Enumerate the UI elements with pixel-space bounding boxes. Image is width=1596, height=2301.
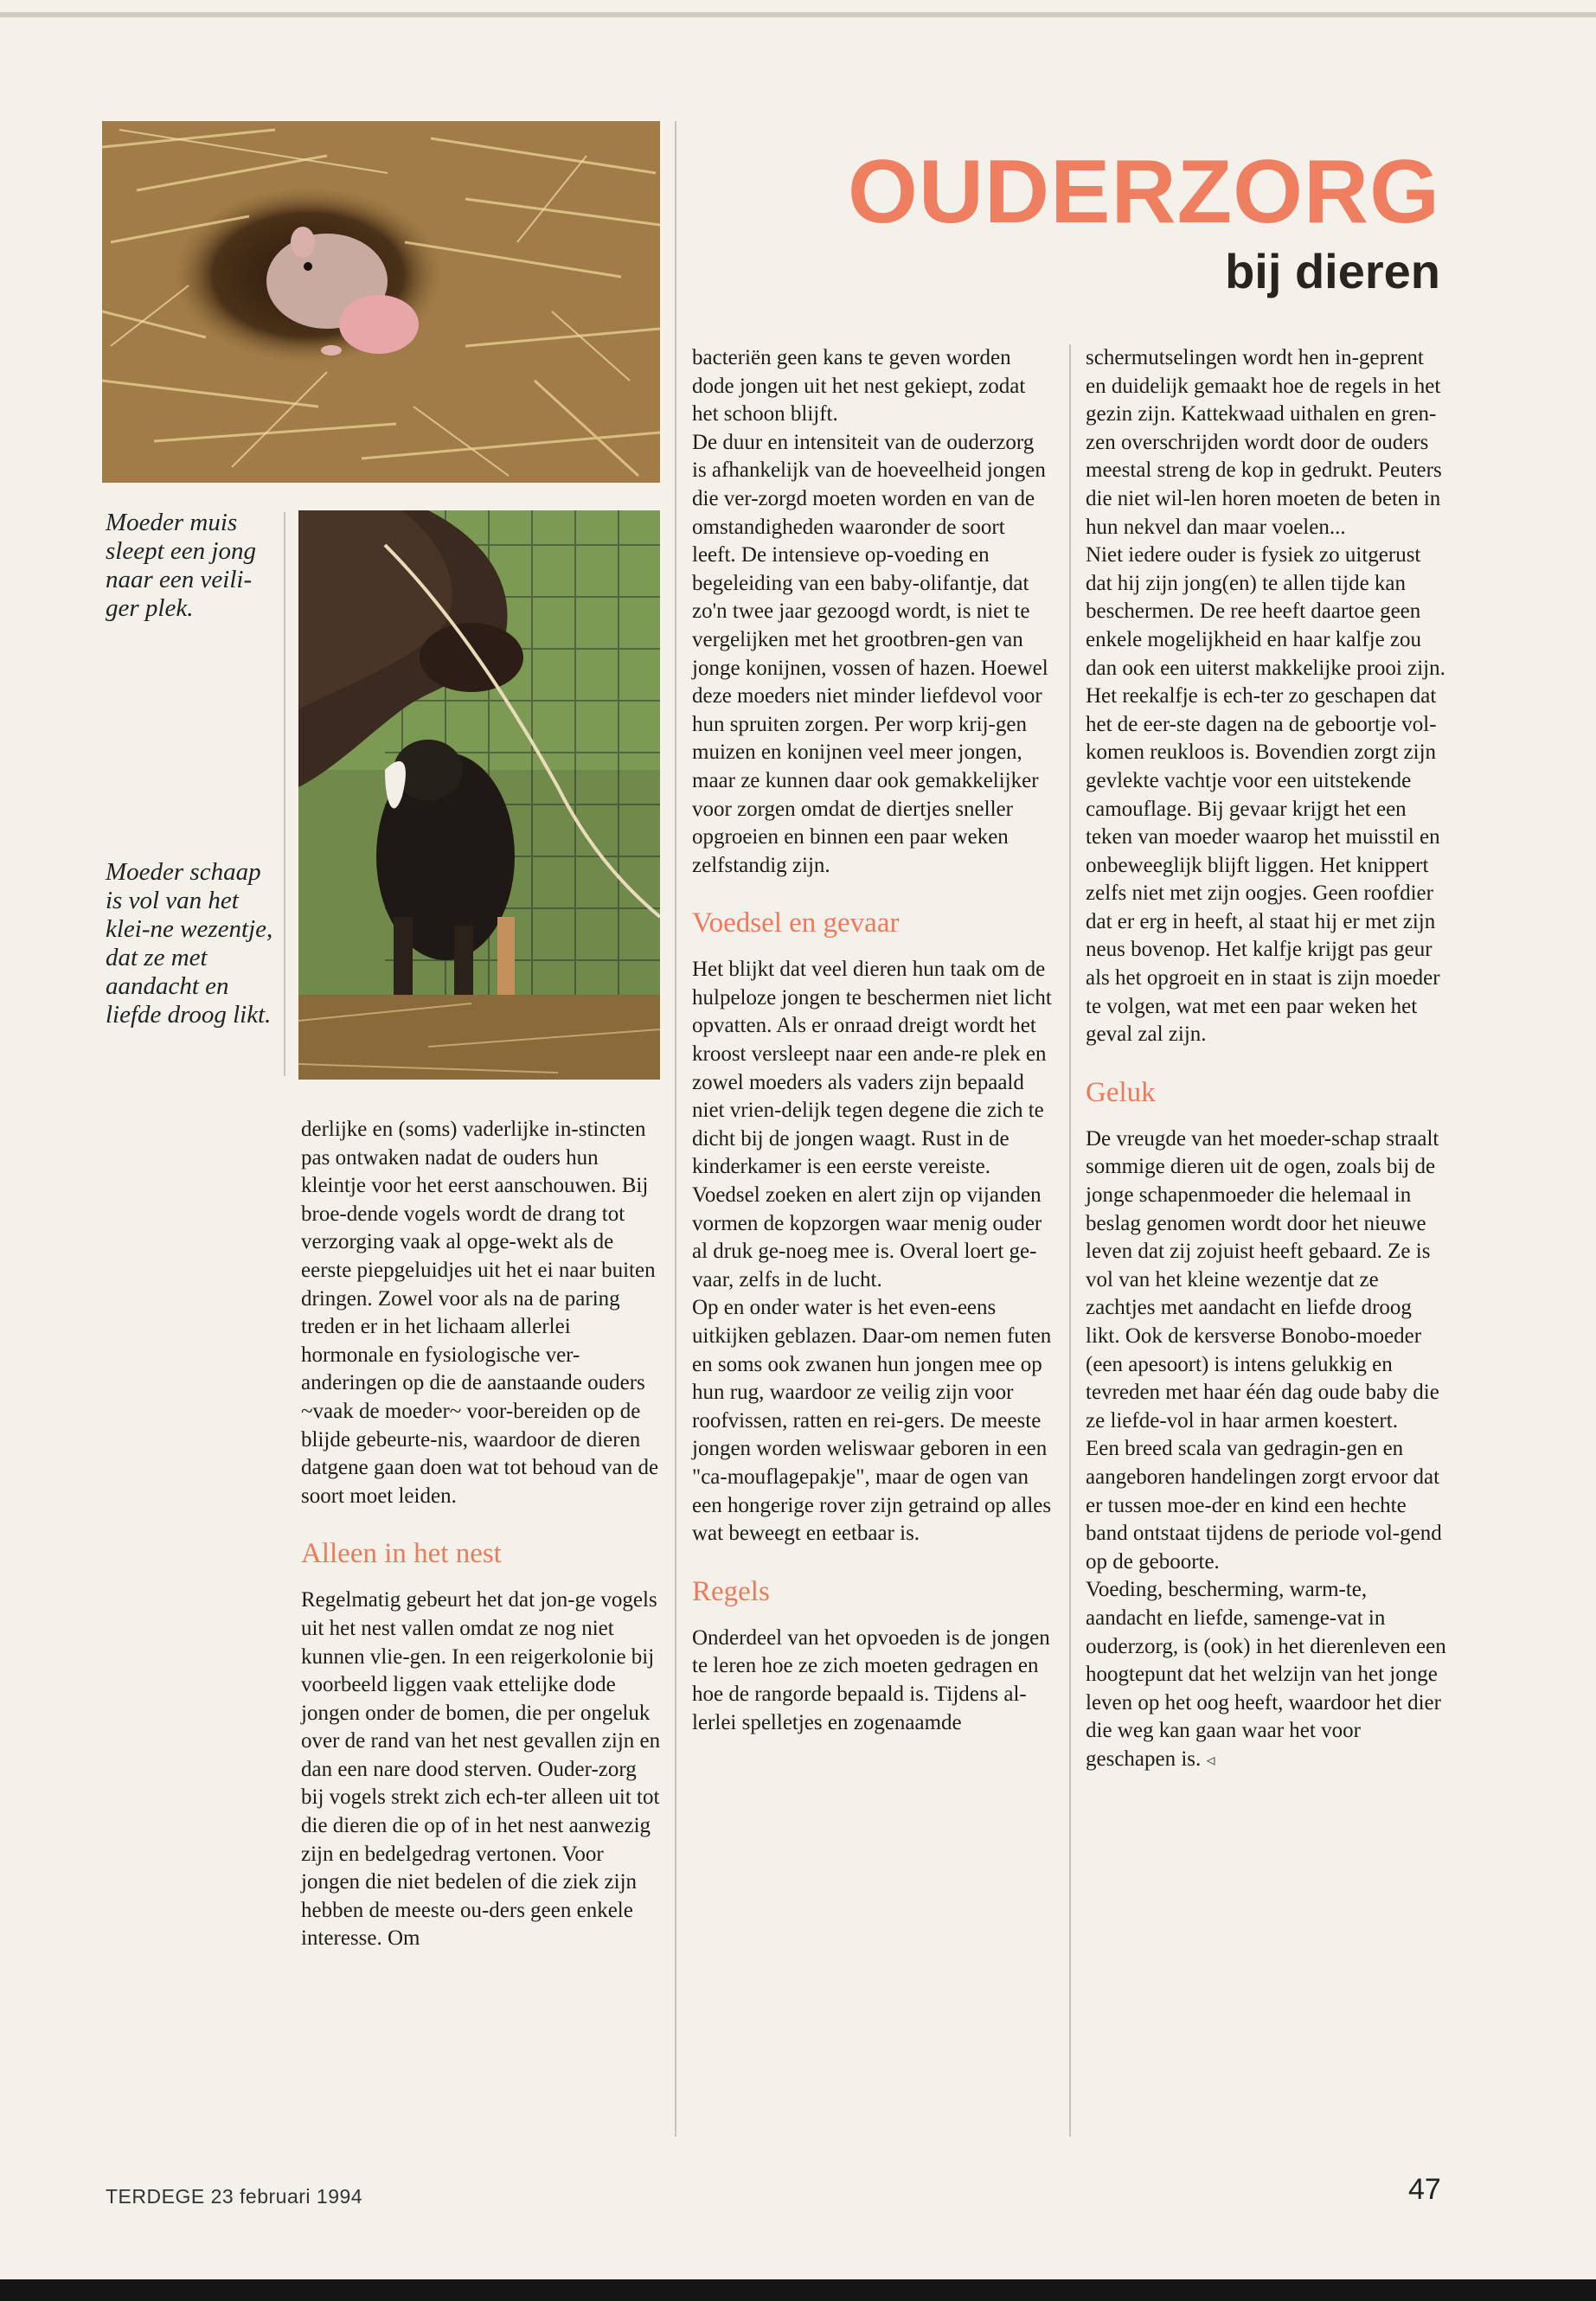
article-title: OUDERZORG (848, 142, 1440, 242)
paragraph: Voedsel zoeken en alert zijn op vijanden vormen de kopzorgen waar menig ouder al druk ge-noeg mee is. Overal loert ge-vaar, zelfs in de lucht. (692, 1183, 1042, 1292)
paragraph: Het blijkt dat veel dieren hun taak om de hulpeloze jongen te beschermen niet licht opvatten. Als er onraad dreigt wordt het kroost versleept naar een ande-re plek en zowel moeders als vaders zijn bepaald niet vrien-delijk tegen degene die zich te dicht bij de jongen waagt. Rust in de kinderkamer is een eerste vereiste. (692, 958, 1052, 1179)
section-heading-alleen: Alleen in het nest (301, 1538, 502, 1570)
paragraph: Regelmatig gebeurt het dat jon-ge vogels uit het nest vallen omdat ze nog niet kunnen vlie-gen. In een reigerkolonie bij voorbeeld liggen vaak ettelijke dode jongen onder de bomen, die per ongeluk over de rand van het nest gevallen zijn en dan een nare dood sterven. Ouder-zorg bij vogels strekt zich ech-ter alleen uit tot die dieren die op of in het nest aanwezig zijn en bedelgedrag vertonen. Voor jongen die niet bedelen of die ziek zijn hebben de meeste ou-ders geen enkele interesse. Om (301, 1588, 661, 1951)
paragraph: Een breed scala van gedragin-gen en aangeboren handelingen zorgt ervoor dat er tussen moe-der en kind een hechte band ontstaat tijdens de periode vol-gend op de geboorte. (1086, 1437, 1442, 1574)
paragraph: bacteriën geen kans te geven worden dode jongen uit het nest gekiept, zodat het schoon blijft. (692, 346, 1026, 426)
column-divider-right (1069, 344, 1071, 2137)
top-edge-line (0, 12, 1596, 17)
paragraph: schermutselingen wordt hen in-geprent en duidelijk gemaakt hoe de regels in het gezin zijn. Kattekwaad uithalen en gren-zen overschrijden wordt door de ouders meestal streng de kop in gedrukt. Peuters die niet wil-len horen moeten de beten in hun nekvel dan maar voelen... (1086, 346, 1442, 539)
sheep-photo-caption: Moeder schaap is vol van het klei-ne wezentje, dat ze met aandacht en liefde droog likt. (106, 858, 273, 1029)
paragraph: Onderdeel van het opvoeden is de jongen te leren hoe ze zich moeten gedragen en hoe de rangorde bepaald is. Tijdens al-lerlei spelletjes en zogenaamde (692, 1625, 1050, 1734)
paragraph: De vreugde van het moeder-schap straalt sommige dieren uit de ogen, zoals bij de jonge schapenmoeder die helemaal in beslag genomen wordt door het nieuwe leven dat zij zojuist heeft gebaard. Ze is vol van het kleine wezentje dat ze zachtjes met aandacht en liefde droog likt. Ook de kersverse Bonobo-moeder (een apesoort) is intens gelukkig en tevreden met haar één dag oude baby die ze liefde-vol in haar armen koestert. (1086, 1126, 1439, 1433)
end-of-article-icon: ◃ (1206, 1750, 1215, 1770)
bottom-edge-bar (0, 2279, 1596, 2301)
section-heading-voedsel: Voedsel en gevaar (692, 907, 900, 939)
section-heading-geluk: Geluk (1086, 1076, 1156, 1108)
sheep-photo (298, 510, 660, 1080)
text-column-3 (1086, 344, 1447, 1775)
publication-footer: TERDEGE 23 februari 1994 (106, 2185, 363, 2208)
final-paragraph-text: Voeding, bescherming, warm-te, aandacht en liefde, samenge-vat in ouderzorg, is (ook) in het dierenleven een hoogtepunt dat het welzijn van het jonge leven op het oog heeft, waardoor het dier die weg kan gaan waar het voor geschapen is. (1086, 1578, 1446, 1771)
text-column-1 (301, 1116, 663, 1953)
paragraph: Niet iedere ouder is fysiek zo uitgerust dat hij zijn jong(en) te allen tijde kan beschermen. De ree heeft daartoe geen enkele mogelijkheid en haar kalfje zou dan ook een uiterst makkelijke prooi zijn. Het reekalfje is ech-ter zo geschapen dat het de eer-ste dagen na de geboortje vol-komen reukloos is. Bovendien zorgt zijn gevlekte vachtje voor een uitstekende camouflage. Bij gevaar krijgt het een teken van moeder waarop het muisstil en onbeweeglijk blijft liggen. Het knippert zelfs niet met zijn oogjes. Geen roofdier dat er erg in heeft, al staat hij er met zijn neus bovenop. Het kalfje krijgt pas geur als het opgroeit en in staat is zijn moeder te volgen, wat met een paar weken het geval zal zijn. (1086, 543, 1445, 1047)
paragraph: De duur en intensiteit van de ouderzorg is afhankelijk van de hoeveelheid jongen die ver-zorgd moeten worden en van de omstandigheden waaronder de soort leeft. De intensieve op-voeding en begeleiding van een baby-olifantje, dat zo'n twee jaar gezoogd wordt, is niet te vergelijken met het grootbren-gen van jonge konijnen, vossen of hazen. Hoewel deze moeders niet minder liefdevol voor hun spruiten zorgen. Per worp krij-gen muizen en konijnen veel meer jongen, maar ze kunnen daar ook gemakkelijker voor zorgen omdat de diertjes sneller opgroeien en binnen een paar weken zelfstandig zijn. (692, 430, 1048, 877)
text-column-2 (692, 344, 1054, 1737)
section-heading-regels: Regels (692, 1575, 770, 1607)
article-subtitle: bij dieren (1225, 244, 1440, 298)
page-number: 47 (1408, 2173, 1441, 2206)
paragraph: Op en onder water is het even-eens uitkijken geblazen. Daar-om nemen futen en soms ook zwanen hun jongen mee op hun rug, waardoor ze veilig zijn voor roofvissen, ratten en rei-gers. De meeste jongen worden weliswaar geboren in een "ca-mouflagepakje", maar de ogen van een hongerige rover zijn getraind op alles wat beweegt en eetbaar is. (692, 1296, 1052, 1546)
caption-divider (284, 512, 285, 1076)
mouse-photo-caption: Moeder muis sleept een jong naar een veili-ger plek. (106, 509, 256, 622)
paragraph: derlijke en (soms) vaderlijke in-stincten pas ontwaken nadat de ouders hun kleintje voor het eerst aanschouwen. Bij broe-dende vogels wordt de drang tot verzorging vaak al opge-wekt als de eerste piepgeluidjes uit het ei naar buiten dringen. Zowel voor als na de paring treden er in het lichaam allerlei hormonale en fysiologische ver-anderingen op die de aanstaande ouders ~vaak de moeder~ voor-bereiden op de blijde gebeurte-nis, waardoor de dieren datgene gaan doen wat tot behoud van de soort moet leiden. (301, 1118, 659, 1508)
mouse-photo (102, 121, 660, 483)
column-divider-left (675, 121, 676, 2137)
paragraph (1086, 1576, 1447, 1774)
